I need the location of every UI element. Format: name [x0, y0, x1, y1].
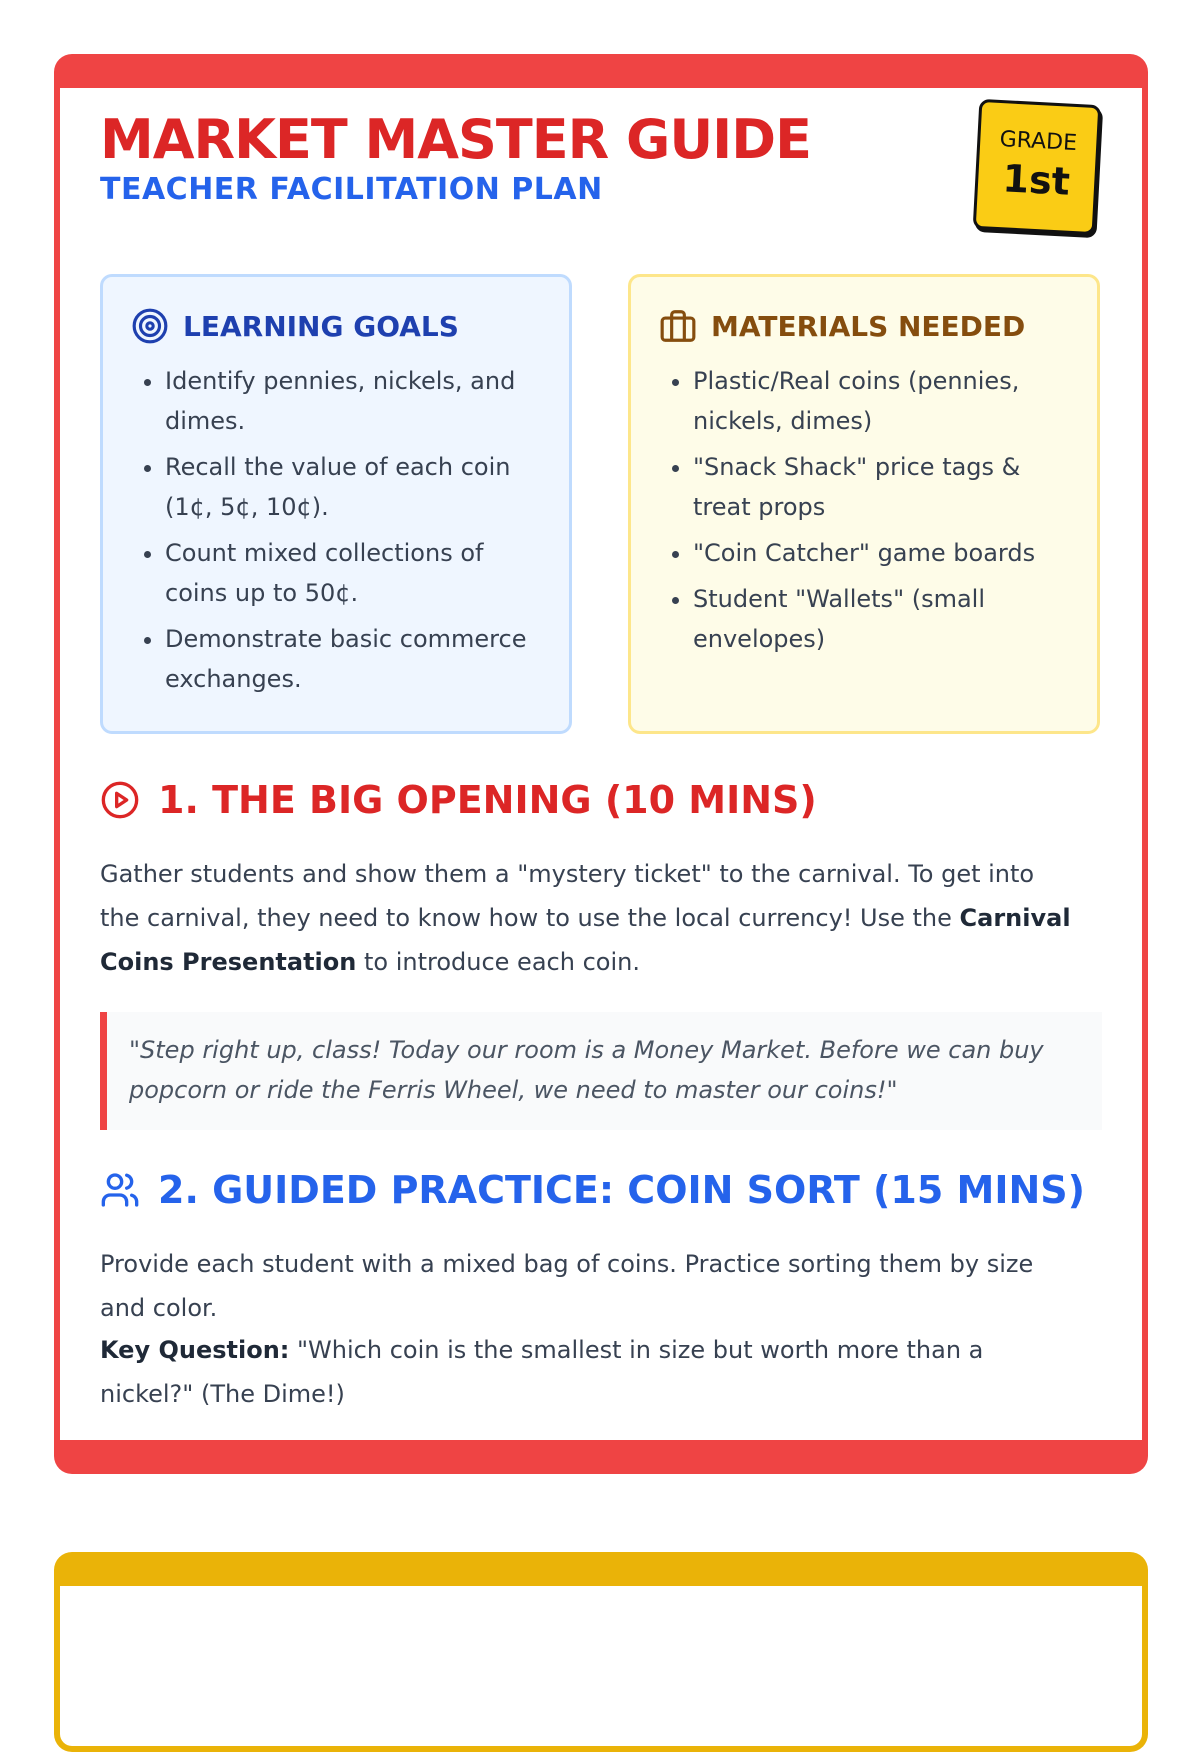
play-circle-icon — [100, 780, 140, 820]
list-item: • Demonstrate basic commerce exchanges. — [165, 619, 545, 699]
section-1-title: 1. THE BIG OPENING (10 MINS) — [158, 778, 817, 822]
section-1-heading — [100, 778, 817, 822]
list-item: • Student "Wallets" (small envelopes) — [693, 579, 1073, 659]
grade-value: 1st — [1001, 156, 1072, 204]
materials-heading: MATERIALS NEEDED — [711, 309, 1026, 343]
list-item: • "Snack Shack" price tags & treat props — [693, 447, 1073, 527]
list-item: • Recall the value of each coin (1¢, 5¢, 10¢). — [165, 447, 545, 527]
learning-goals-list — [131, 361, 545, 699]
learning-goals-box — [100, 274, 572, 734]
lesson-plan-card — [54, 54, 1148, 1474]
list-item: • "Coin Catcher" game boards — [693, 533, 1073, 573]
section-2-text: Provide each student with a mixed bag of coins. Practice sorting them by size and color. — [100, 1250, 1034, 1322]
materials-list — [659, 361, 1073, 659]
section-1-text: Gather students and show them a "mystery ticket" to the carnival. To get into the carnival, they need to know how to use the local currency! Use the Carnival Coins Presentation to introduce each coin. — [100, 860, 1071, 976]
next-section-card — [54, 1552, 1148, 1752]
grade-label: GRADE — [999, 127, 1078, 157]
materials-header — [659, 307, 1073, 345]
list-item: • Count mixed collections of coins up to 50¢. — [165, 533, 545, 613]
list-item: • Identify pennies, nickels, and dimes. — [165, 361, 545, 441]
key-question: Key Question: "Which coin is the smallest in size but worth more than a nickel?" (The Dime!) — [100, 1336, 984, 1408]
users-icon — [100, 1170, 140, 1210]
page-subtitle: TEACHER FACILITATION PLAN — [100, 172, 603, 207]
grade-badge — [973, 99, 1102, 235]
section-2-heading — [100, 1168, 1085, 1212]
section-2-title: 2. GUIDED PRACTICE: COIN SORT (15 MINS) — [158, 1168, 1086, 1212]
materials-box — [628, 274, 1100, 734]
page-title: MARKET MASTER GUIDE — [100, 108, 811, 171]
briefcase-icon — [659, 307, 697, 345]
teacher-quote: "Step right up, class! Today our room is a Money Market. Before we can buy popcorn or ride the Ferris Wheel, we need to master our coins!" — [100, 1012, 1102, 1130]
key-question-label: Key Question: — [100, 1336, 290, 1364]
learning-goals-header — [131, 307, 545, 345]
presentation-name: Carnival Coins Presentation — [100, 904, 1071, 976]
list-item: • Plastic/Real coins (pennies, nickels, dimes) — [693, 361, 1073, 441]
target-icon — [131, 307, 169, 345]
learning-goals-heading: LEARNING GOALS — [183, 309, 459, 343]
